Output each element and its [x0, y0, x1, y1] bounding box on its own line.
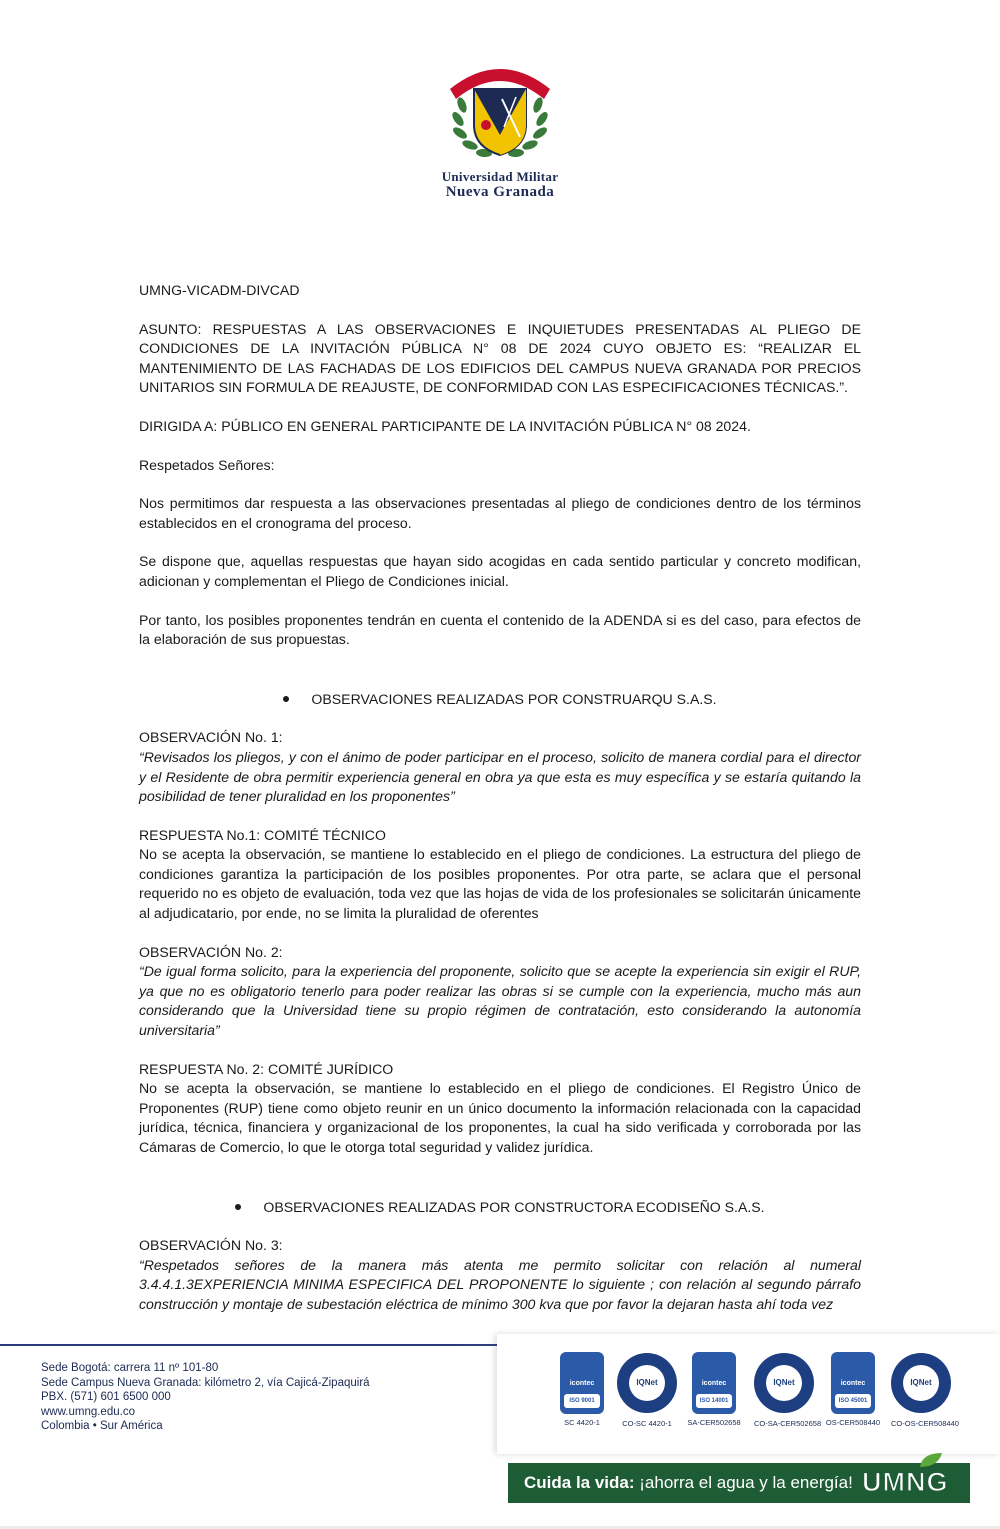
section-2-title: OBSERVACIONES REALIZADAS POR CONSTRUCTORA ECODISEÑO S.A.S. — [263, 1198, 765, 1215]
cert-label: IQNet — [766, 1365, 802, 1401]
icontec-icon — [692, 1352, 736, 1414]
response-1-text: No se acepta la observación, se mantiene lo establecido en el pliego de condiciones. La estructura del pliego de condiciones garantiza la participación de los posibles proponentes. Por otra parte, se aclara que el personal requerido no es objeto de evaluación, toda vez que las hojas de vida de los profesionales se solicitarán únicamente al adjudicatario, por ende, no se limita la pluralidad de oferentes — [139, 846, 861, 922]
cert-code: SA-CER502658 — [687, 1418, 741, 1427]
footer-address — [41, 1361, 370, 1434]
icontec-icon — [831, 1352, 875, 1414]
certification-badge — [891, 1353, 959, 1428]
certification-badge — [617, 1353, 677, 1428]
observation-1-quote: “Revisados los pliegos, y con el ánimo de poder participar en el proceso, solicito de manera cordial para el director y el Residente de obra permitir experiencia general en obra ya que esta es muy específica y se estaría quitando la posibilidad de tener pluralidad en los proponentes” — [139, 748, 861, 805]
logo-name-line2: Nueva Granada — [445, 184, 555, 200]
cert-iso: ISO 45001 — [835, 1394, 871, 1408]
icontec-icon — [560, 1352, 604, 1414]
response-1-title: RESPUESTA No.1: COMITÉ TÉCNICO — [139, 826, 386, 843]
cert-label: icontec — [701, 1380, 727, 1387]
intro-paragraph-3: Por tanto, los posibles proponentes tendrán en cuenta el contenido de la ADENDA si es del caso, para efectos de la elaboración de sus propuestas. — [139, 611, 861, 648]
cert-label: icontec — [840, 1380, 866, 1387]
iqnet-icon — [891, 1353, 951, 1413]
observation-2-text — [139, 962, 861, 1040]
coat-of-arms-icon — [440, 55, 560, 167]
response-2-title: RESPUESTA No. 2: COMITÉ JURÍDICO — [139, 1060, 394, 1077]
salutation: Respetados Señores: — [139, 456, 275, 473]
observation-1-title: OBSERVACIÓN No. 1: — [139, 729, 283, 746]
document-reference: UMNG-VICADM-DIVCAD — [139, 282, 300, 298]
cert-code: CO-OS-CER508440 — [891, 1419, 959, 1428]
cert-code: CO-SA-CER502658 — [754, 1419, 822, 1428]
iqnet-icon — [754, 1353, 814, 1413]
observation-3-quote: “Respetados señores de la manera más atenta me permito solicitar con relación al numeral 3.4.4.1.3EXPERIENCIA MINIMA ESPECIFICA DEL PROPONENTE lo siguiente ; con relación al segundo párrafo construcción y montaje de subestación eléctrica de mínimo 300 kva que por favor la dejaran hasta ahí toda vez — [139, 1256, 861, 1312]
observation-2-quote: “De igual forma solicito, para la experiencia del proponente, solicito que se acepte la experiencia sin exigir el RUP, ya que no es obligatorio tenerlo para poder realizar las obras si se cumple con la experiencia, mucho más aun considerando que la Universidad tiene su propio régimen de contratación, esto considerando la autonomía universitaria” — [139, 963, 861, 1039]
slogan-rest: ¡ahorra el agua y la energía! — [634, 1473, 853, 1492]
logo-name-line1: Universidad Militar — [441, 169, 559, 184]
cert-code: OS-CER508440 — [825, 1418, 881, 1427]
cert-code: SC 4420-1 — [564, 1418, 600, 1427]
certifications-panel — [497, 1334, 1000, 1454]
bullet-icon — [283, 696, 289, 702]
umng-brand-logo — [858, 1455, 948, 1499]
iqnet-icon — [617, 1353, 677, 1413]
cert-label: icontec — [569, 1380, 595, 1387]
website-link[interactable]: www.umng.edu.co — [41, 1405, 135, 1418]
subject: ASUNTO: RESPUESTAS A LAS OBSERVACIONES E INQUIETUDES PRESENTADAS AL PLIEGO DE CONDICIONES DE LA INVITACIÓN PÚBLICA N° 08 DE 2024 CUYO OBJETO ES: “REALIZAR EL MANTENIMIENTO DE LAS FACHADAS DE LOS EDIFICIOS DEL CAMPUS NUEVA GRANADA POR PRECIOS UNITARIOS SIN FORMULA DE REAJUSTE, DE CONFORMIDAD CON LAS ESPECIFICACIONES TÉCNICAS.”. — [139, 320, 861, 396]
response-2-text: No se acepta la observación, se mantiene lo establecido en el pliego de condiciones. El Registro Único de Proponentes (RUP) tiene como objeto reunir en un único documento la información relacionada con la capacidad jurídica, técnica, financiera y organizacional de los proponentes, la cual ha sido verificada y corroborada por las Cámaras de Comercio, lo que le otorga total seguridad y validez jurídica. — [139, 1080, 861, 1155]
cert-iso: ISO 14001 — [696, 1394, 732, 1408]
cert-code: CO-SC 4420-1 — [622, 1419, 672, 1428]
address-line: PBX. (571) 601 6500 000 — [41, 1391, 171, 1403]
slogan-bold: Cuida la vida: — [524, 1473, 635, 1492]
section-1-heading — [139, 690, 861, 710]
brand-word: UMNG — [862, 1467, 949, 1497]
section-1-title: OBSERVACIONES REALIZADAS POR CONSTRUARQU S.A.S. — [311, 690, 717, 707]
university-logo — [430, 55, 570, 210]
address-line: Sede Bogotá: carrera 11 nº 101-80 — [41, 1362, 219, 1374]
cert-label: IQNet — [903, 1365, 939, 1401]
section-2-heading — [139, 1198, 861, 1218]
observation-2-title: OBSERVACIÓN No. 2: — [139, 943, 283, 960]
letter-body — [139, 281, 861, 1315]
observation-3-title: OBSERVACIÓN No. 3: — [139, 1237, 283, 1254]
cert-iso: ISO 9001 — [564, 1394, 600, 1408]
certification-badge — [754, 1353, 822, 1428]
intro-paragraph-2: Se dispone que, aquellas respuestas que hayan sido acogidas en cada sentido particular y concreto modifican, adicionan y complementan el Pliego de Condiciones inicial. — [139, 553, 861, 589]
bullet-icon — [235, 1204, 241, 1210]
cert-label: IQNet — [629, 1365, 665, 1401]
addressee: DIRIGIDA A: PÚBLICO EN GENERAL PARTICIPANTE DE LA INVITACIÓN PÚBLICA N° 08 2024. — [139, 417, 751, 434]
certification-badge — [823, 1352, 883, 1427]
observation-1-text — [139, 748, 861, 807]
address-line: Colombia • Sur América — [41, 1420, 163, 1432]
certification-badge — [684, 1352, 744, 1427]
observation-3-text — [139, 1256, 861, 1315]
slogan-text — [524, 1473, 853, 1493]
intro-paragraph-1: Nos permitimos dar respuesta a las observaciones presentadas al pliego de condiciones dentro de los términos establecidos en el cronograma del proceso. — [139, 495, 861, 531]
certification-badge — [552, 1352, 612, 1427]
address-line: Sede Campus Nueva Granada: kilómetro 2, vía Cajicá-Zipaquirá — [41, 1376, 370, 1389]
